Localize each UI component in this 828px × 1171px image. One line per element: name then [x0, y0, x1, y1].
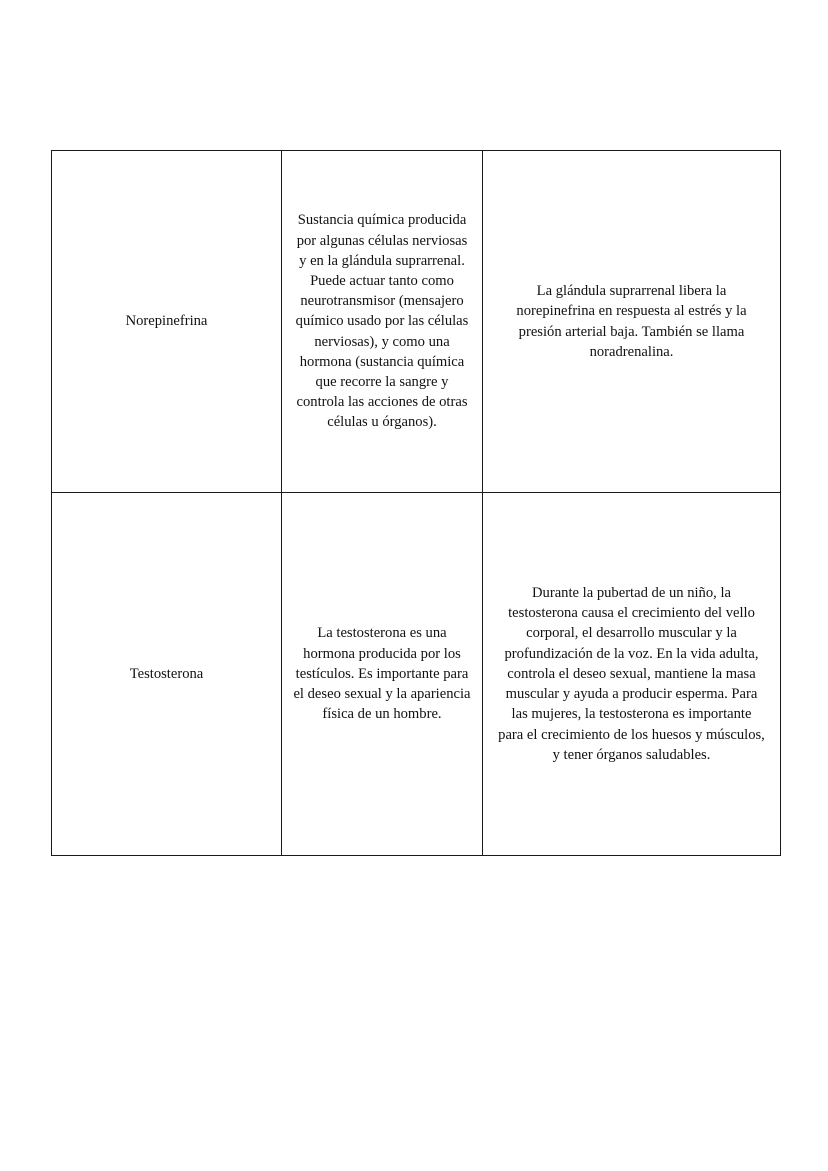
hormone-table [51, 150, 781, 856]
table-row [52, 493, 781, 856]
hormone-definition-cell [282, 493, 483, 856]
hormone-name: Testosterona [129, 665, 204, 682]
hormone-name: Norepinefrina [125, 313, 208, 330]
hormone-function-cell [483, 151, 781, 493]
hormone-function: Durante la pubertad de un niño, la testosterona causa el crecimiento del vello corporal, el desarrollo muscular y la profundización de la voz. En la vida adulta, controla el deseo sexual, mantiene la masa muscular y ayuda a producir esperma. Para las mujeres, la testosterona es importante para el crecimiento de los huesos y músculos, y tener órganos saludables. [498, 585, 765, 763]
hormone-definition: Sustancia química producida por algunas células nerviosas y en la glándula suprarrenal. Puede actuar tanto como neurotransmisor (mensajero químico usado por las células nerviosas), y como una hormona (sustancia química que recorre la sangre y controla las acciones de otras células u órganos). [295, 212, 469, 431]
hormone-function-cell [483, 493, 781, 856]
hormone-definition: La testosterona es una hormona producida por los testículos. Es importante para el deseo sexual y la apariencia física de un hombre. [293, 625, 471, 723]
hormone-name-cell [52, 493, 282, 856]
hormone-function: La glándula suprarrenal libera la norepinefrina en respuesta al estrés y la presión arterial baja. También se llama noradrenalina. [516, 283, 747, 360]
hormone-definition-cell [282, 151, 483, 493]
hormone-name-cell [52, 151, 282, 493]
table-row [52, 151, 781, 493]
